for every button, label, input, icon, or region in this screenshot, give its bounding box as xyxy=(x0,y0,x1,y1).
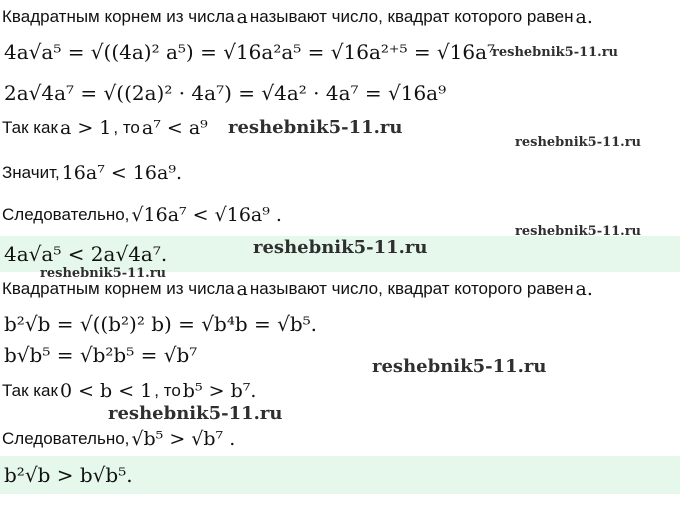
intro-math-2: a. xyxy=(575,278,593,300)
compare-text-2: , то xyxy=(113,118,140,137)
intro-text: Квадратным корнем из числа xyxy=(2,7,235,26)
watermark: reshebnik5-11.ru xyxy=(515,224,642,239)
intro-math: a xyxy=(236,6,248,28)
compare-math-2: a⁷ < a⁹ xyxy=(141,117,208,139)
result-2: b²√b > b√b⁵. xyxy=(4,463,133,487)
watermark: reshebnik5-11.ru xyxy=(372,356,547,377)
equation-2: 2a√4a⁷ = √((2a)² · 4a⁷) = √4a² · 4a⁷ = √16a⁹ xyxy=(4,81,447,105)
watermark: reshebnik5-11.ru xyxy=(253,237,428,258)
equation-1: 4a√a⁵ = √((4a)² a⁵) = √16a²a⁵ = √16a²⁺⁵ = √16a⁷ xyxy=(4,40,496,64)
conclusion-math: √16a⁷ < √16a⁹ . xyxy=(131,204,282,226)
watermark: reshebnik5-11.ru xyxy=(40,266,167,281)
then-text: Значит, xyxy=(2,163,60,182)
watermark: reshebnik5-11.ru xyxy=(108,403,283,424)
conclusion-text: Следовательно, xyxy=(2,429,130,448)
equation-line-4 xyxy=(0,338,680,372)
compare-math: 0 < b < 1 xyxy=(59,380,153,402)
compare-line-2 xyxy=(0,374,680,408)
intro-line-1 xyxy=(0,0,680,34)
watermark: reshebnik5-11.ru xyxy=(228,117,403,138)
intro-math: a xyxy=(236,278,248,300)
then-math: 16a⁷ < 16a⁹. xyxy=(61,162,182,184)
compare-math-2: b⁵ > b⁷. xyxy=(182,380,257,402)
compare-text: Так как xyxy=(2,381,58,400)
compare-text-2: , то xyxy=(154,381,181,400)
intro-text: Квадратным корнем из числа xyxy=(2,279,235,298)
equation-3: b²√b = √((b²)² b) = √b⁴b = √b⁵. xyxy=(4,312,318,336)
equation-line-3 xyxy=(0,307,680,341)
watermark: reshebnik5-11.ru xyxy=(492,45,619,60)
compare-math: a > 1 xyxy=(59,117,112,139)
intro-math-2: a. xyxy=(575,6,593,28)
equation-line-2 xyxy=(0,76,680,110)
compare-text: Так как xyxy=(2,118,58,137)
intro-text-2: называют число, квадрат которого равен xyxy=(249,7,574,26)
then-line-1 xyxy=(0,156,680,190)
conclusion-math: √b⁵ > √b⁷ . xyxy=(131,428,236,450)
watermark: reshebnik5-11.ru xyxy=(515,135,642,150)
conclusion-line-2 xyxy=(0,422,680,456)
result-1: 4a√a⁵ < 2a√4a⁷. xyxy=(4,242,168,266)
conclusion-text: Следовательно, xyxy=(2,205,130,224)
intro-text-2: называют число, квадрат которого равен xyxy=(249,279,574,298)
result-line-2 xyxy=(0,456,680,494)
equation-4: b√b⁵ = √b²b⁵ = √b⁷ xyxy=(4,343,198,367)
